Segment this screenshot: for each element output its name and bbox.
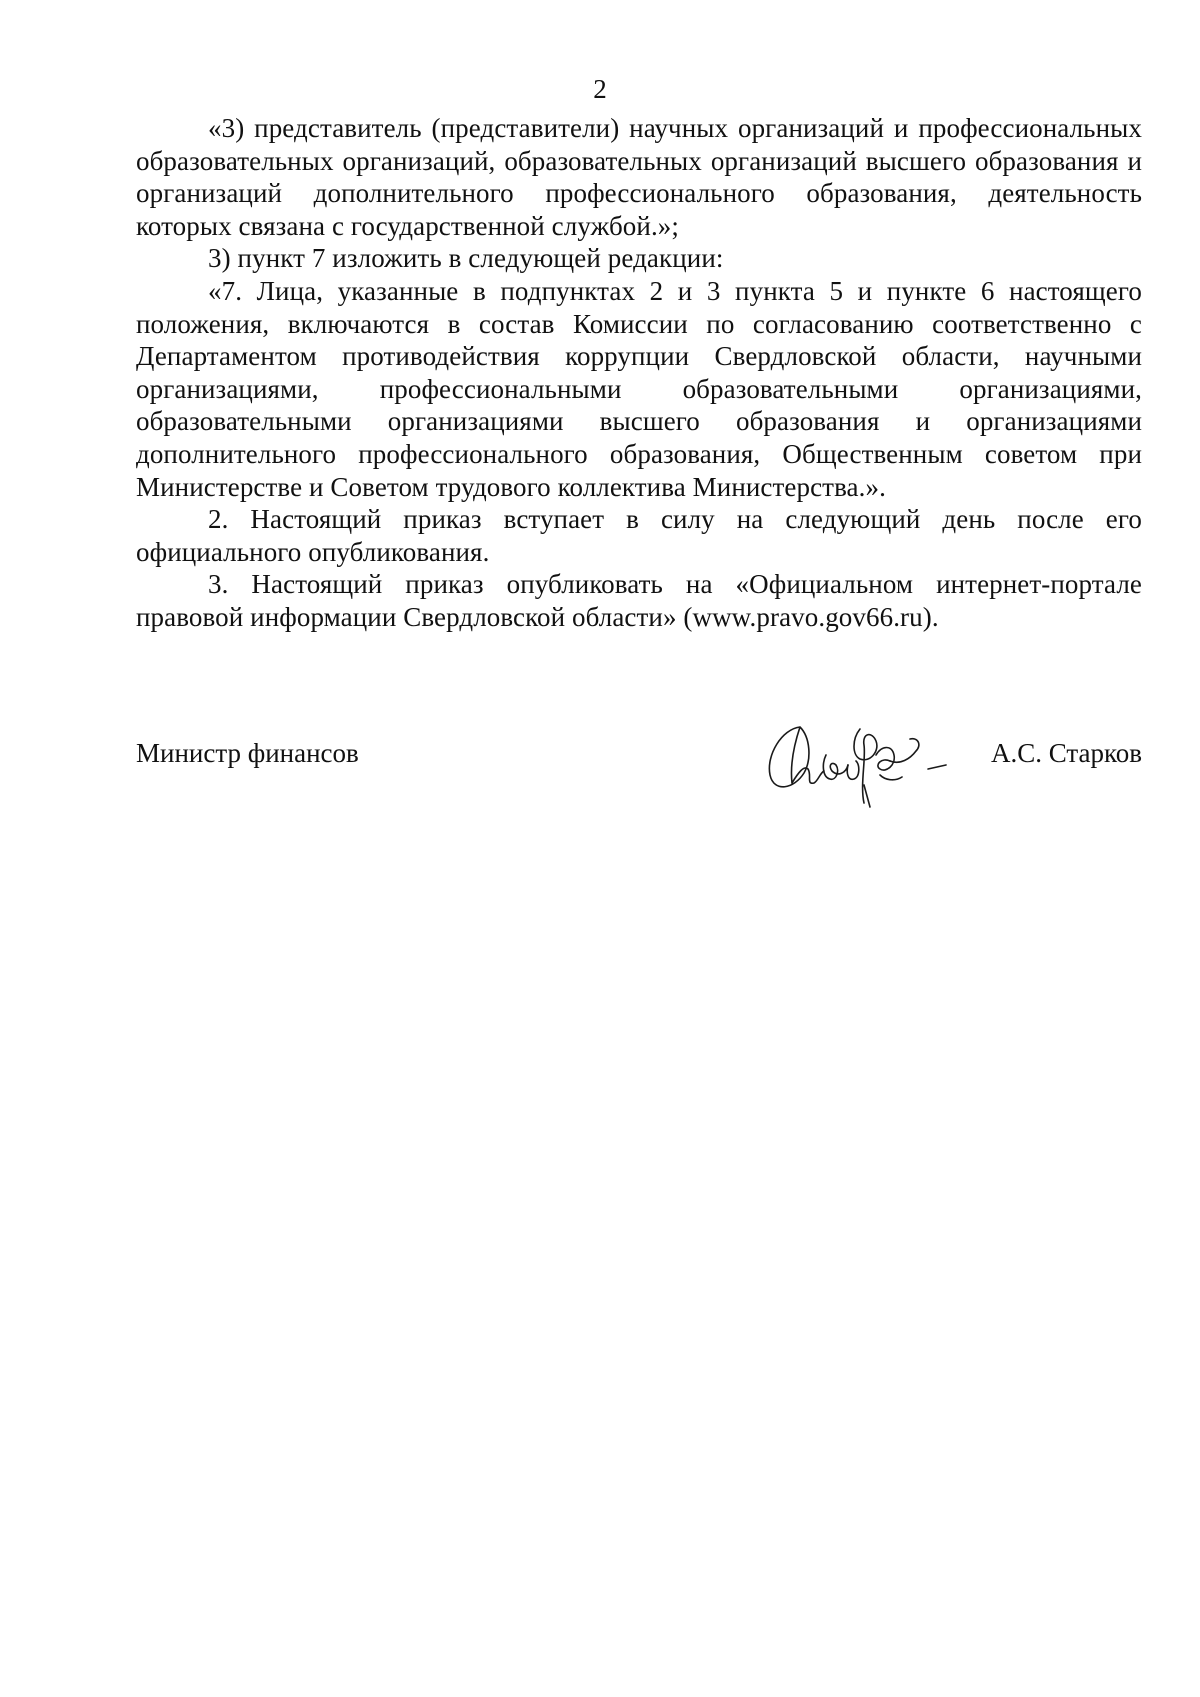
signer-position: Министр финансов bbox=[136, 738, 359, 768]
paragraph-publication: 3. Настоящий приказ опубликовать на «Официальном интернет-портале правовой информации Свердловской области» (www.pravo.gov66.ru). bbox=[136, 569, 1142, 632]
signature-block bbox=[136, 715, 1142, 815]
paragraph-amend-item-7: 3) пункт 7 изложить в следующей редакции: bbox=[208, 243, 724, 274]
paragraph-effective-date: 2. Настоящий приказ вступает в силу на следующий день после его официального опубликования. bbox=[136, 504, 1142, 567]
paragraph-subitem-3: «3) представитель (представители) научных организаций и профессиональных образовательных организаций, образовательных организаций высшего образования и организаций дополнительного профессионального образования, деятельность которых связана с государственной службой.»; bbox=[136, 113, 1142, 241]
handwritten-signature bbox=[760, 715, 970, 815]
paragraph-item-7-text: «7. Лица, указанные в подпунктах 2 и 3 пункта 5 и пункте 6 настоящего положения, включаются в состав Комиссии по согласованию соответственно с Департаментом противодействия коррупции Свердловской области, научными организациями, профессиональными образовательными организациями, образовательными организациями высшего образования и организациями дополнительного профессионального образования, Общественным советом при Министерстве и Советом трудового коллектива Министерства.». bbox=[136, 275, 1142, 502]
document-body bbox=[136, 112, 1142, 634]
signer-name: А.С. Старков bbox=[990, 738, 1142, 768]
page-number: 2 bbox=[593, 74, 607, 104]
